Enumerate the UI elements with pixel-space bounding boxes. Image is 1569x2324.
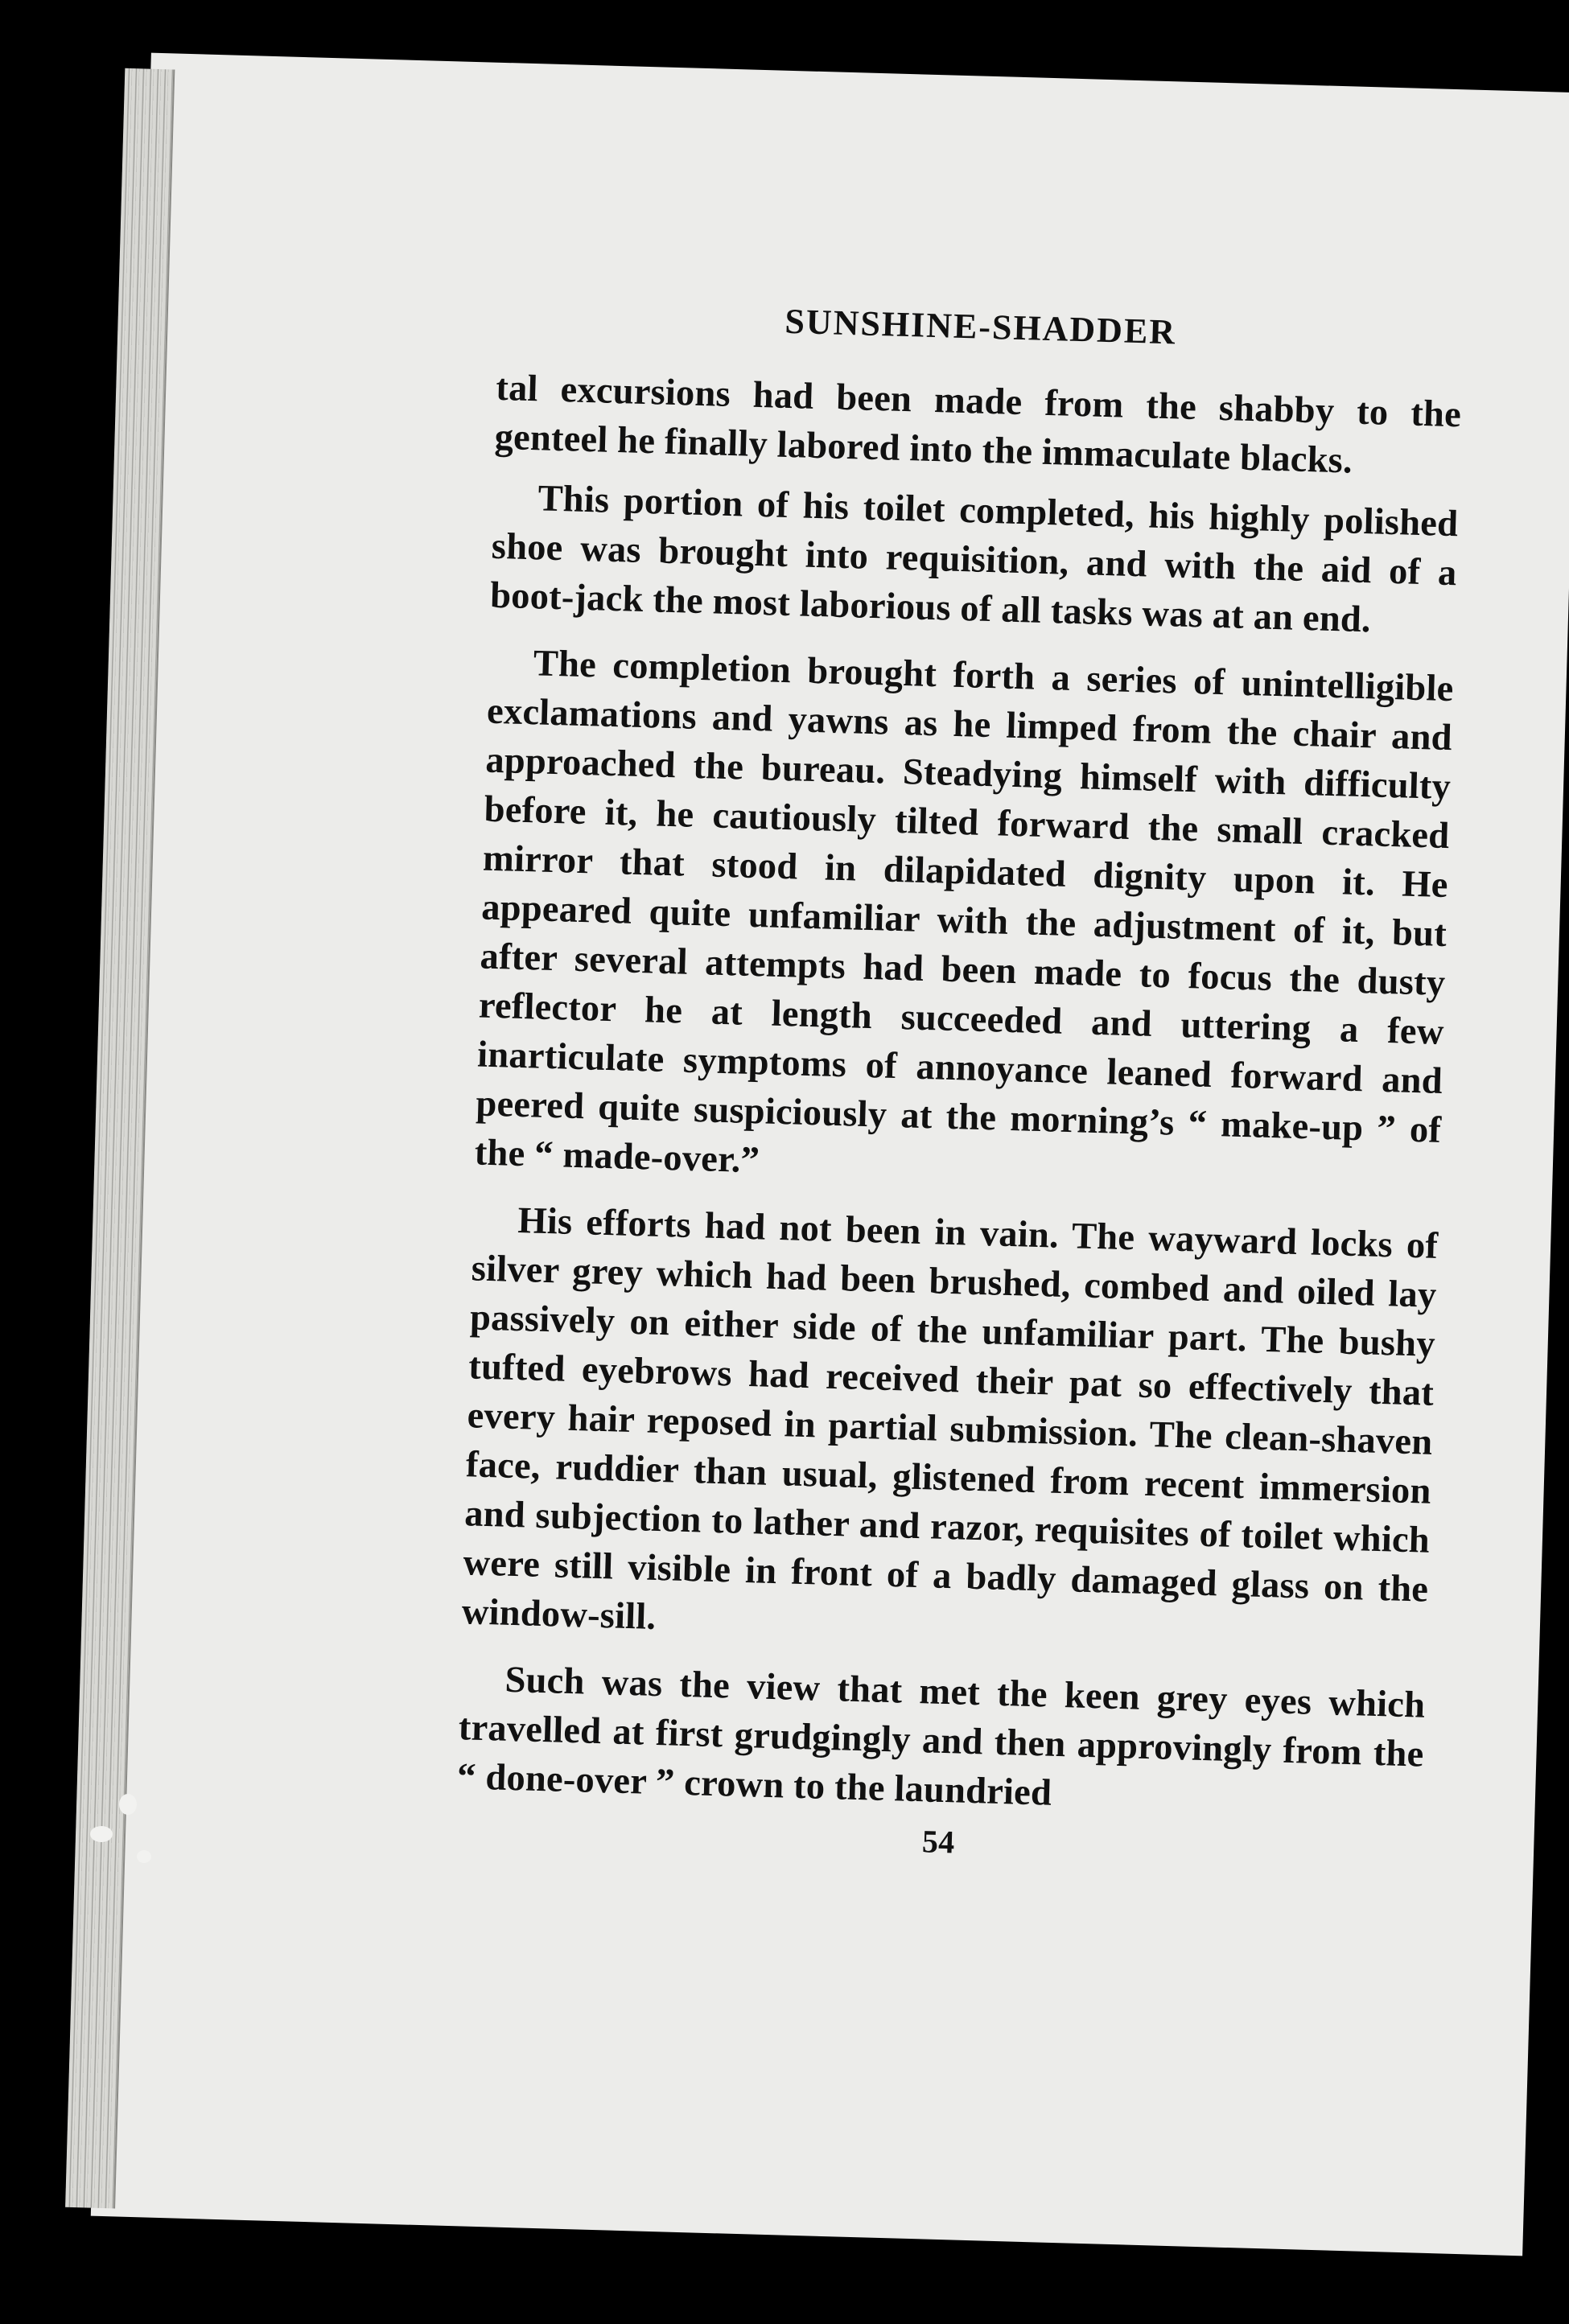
book-page: [91, 53, 1569, 2256]
running-head: SUNSHINE-SHADDER: [784, 301, 1177, 352]
paragraph-2: This portion of his toilet completed, his highly polished shoe was brought into requisition, and with the aid of a boot-jack the most laborious of all tasks was at an end.: [489, 478, 1459, 641]
paragraph-1: tal excursions had been made from the shabby to the genteel he finally labored into the immaculate blacks.: [494, 367, 1462, 482]
paragraph-5: Such was the view that met the keen grey eyes which travelled at first grudgingly and then approvingly from the “ done-over ” crown to the laundried: [456, 1659, 1426, 1814]
page-number: 54: [921, 1823, 956, 1861]
paper-damage-speck: [119, 1794, 137, 1815]
text-block: [455, 296, 1464, 1872]
paragraph-3: The completion brought forth a series of unintelligible exclamations and yawns as he limped from the chair and approached the bureau. Steadying himself with difficulty before it, he cautiously tilted forward the small cracked mirror that stood in dilapidated dignity upon it. He appeared quite unfamiliar with the adjustment of it, but after several attempts had been made to focus the dusty reflector he at length succeeded and uttering a few inarticulate symptoms of annoyance leaned forward and peered quite suspiciously at the morning’s “ make-up ” of the “ made-over.”: [474, 643, 1455, 1182]
page-edges: [65, 68, 175, 2209]
paragraph-4: His efforts had not been in vain. The wayward locks of silver grey which had been brushed, combed and oiled lay passively on either side of the unfamiliar part. The bushy tufted eyebrows had received their pat so effectively that every hair reposed in partial submission. The clean-shaven face, ruddier than usual, glistened from recent immersion and subjection to lather and razor, requisites of toilet which were still visible in front of a badly damaged glass on the window-sill.: [461, 1199, 1439, 1638]
paper-damage-speck: [90, 1826, 113, 1842]
paper-damage-speck: [137, 1850, 151, 1863]
